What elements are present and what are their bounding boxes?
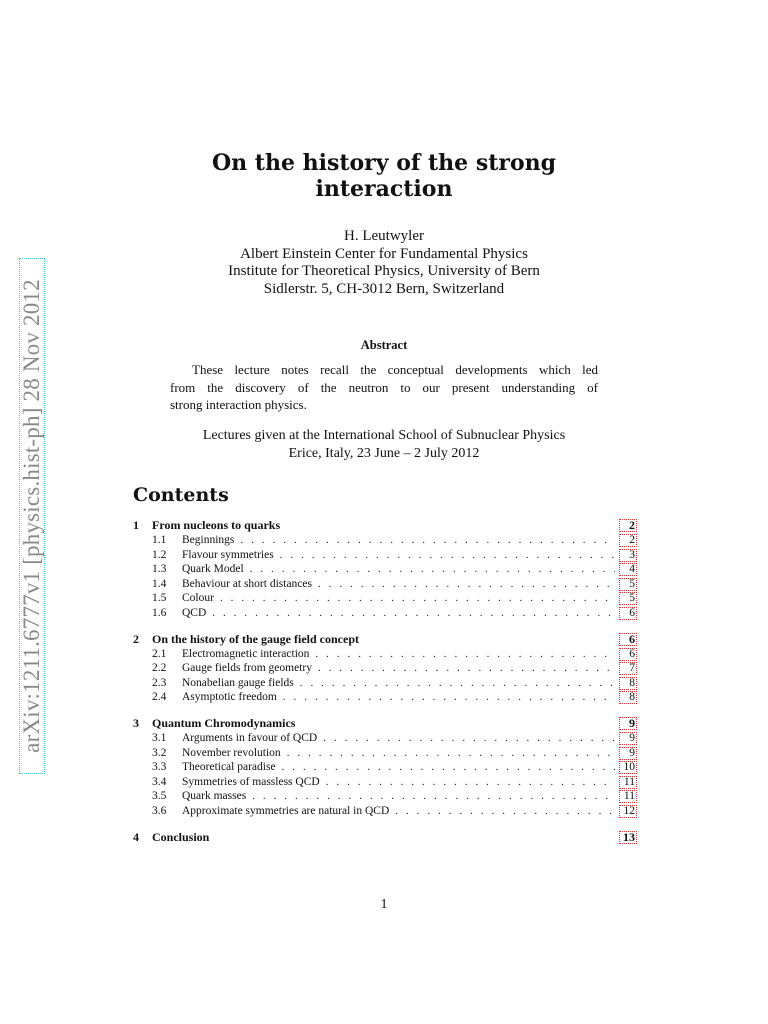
toc-subsection-entry[interactable] bbox=[133, 577, 637, 592]
toc-dot-leader bbox=[315, 647, 615, 662]
toc-section bbox=[133, 715, 637, 819]
toc-section bbox=[133, 829, 637, 845]
toc-dot-leader bbox=[287, 746, 615, 761]
toc-subsection-entry[interactable] bbox=[133, 661, 637, 676]
toc-page-link[interactable]: 11 bbox=[619, 790, 637, 803]
author-affiliation-2: Institute for Theoretical Physics, University of Bern bbox=[228, 263, 540, 279]
toc-page-link[interactable]: 12 bbox=[619, 805, 637, 818]
toc-dot-leader bbox=[280, 548, 615, 563]
contents-heading: Contents bbox=[133, 484, 229, 506]
toc-subsection-title: QCD bbox=[182, 606, 207, 619]
abstract-line-2: from the discovery of the neutron to our present understanding of bbox=[170, 379, 598, 395]
toc-section-entry[interactable] bbox=[133, 631, 637, 647]
abstract-line-3: strong interaction physics. bbox=[170, 397, 307, 412]
toc-subsection-title: Symmetries of massless QCD bbox=[182, 775, 320, 788]
toc-page-link[interactable]: 4 bbox=[619, 563, 637, 576]
arxiv-identifier-stamp[interactable] bbox=[19, 258, 45, 774]
toc-subsection-entry[interactable] bbox=[133, 676, 637, 691]
toc-subsection-entry[interactable] bbox=[133, 760, 637, 775]
toc-section bbox=[133, 517, 637, 621]
toc-subsection-number: 1.5 bbox=[152, 592, 167, 605]
toc-dot-leader bbox=[250, 562, 615, 577]
toc-section-title: On the history of the gauge field concept bbox=[152, 631, 359, 646]
toc-subsection-entry[interactable] bbox=[133, 789, 637, 804]
toc-dot-leader bbox=[326, 775, 615, 790]
author-block bbox=[0, 228, 768, 298]
toc-subsection-title: Theoretical paradise bbox=[182, 761, 276, 774]
toc-subsection-number: 2.4 bbox=[152, 691, 167, 704]
toc-subsection-title: Nonabelian gauge fields bbox=[182, 676, 294, 689]
toc-page-link[interactable]: 13 bbox=[619, 831, 637, 844]
toc-page-link[interactable]: 6 bbox=[619, 607, 637, 620]
toc-subsection-number: 2.3 bbox=[152, 676, 167, 689]
lecture-note bbox=[0, 427, 768, 463]
abstract-body bbox=[170, 361, 598, 414]
toc-subsection-title: Flavour symmetries bbox=[182, 548, 274, 561]
toc-subsection-title: Beginnings bbox=[182, 534, 235, 546]
toc-dot-leader bbox=[283, 690, 615, 705]
author-address: Sidlerstr. 5, CH-3012 Bern, Switzerland bbox=[263, 280, 505, 297]
toc-page-link[interactable]: 3 bbox=[619, 549, 637, 562]
abstract-line-1: These lecture notes recall the conceptual developments which led bbox=[192, 362, 598, 377]
toc-subsection-title: Asymptotic freedom bbox=[182, 691, 277, 704]
toc-subsection-title: Quark masses bbox=[182, 790, 247, 803]
toc-subsection-entry[interactable] bbox=[133, 804, 637, 819]
toc-section-number: 1 bbox=[133, 518, 139, 532]
toc-subsection-entry[interactable] bbox=[133, 746, 637, 761]
toc-subsection-number: 2.2 bbox=[152, 662, 167, 675]
toc-subsection-title: Colour bbox=[182, 592, 214, 605]
toc-section-title: Conclusion bbox=[152, 829, 210, 844]
toc-subsection-number: 2.1 bbox=[152, 647, 167, 660]
toc-page-link[interactable]: 2 bbox=[619, 534, 637, 547]
toc-section-entry[interactable] bbox=[133, 715, 637, 731]
toc-section-number: 2 bbox=[133, 631, 139, 646]
toc-subsection-number: 3.6 bbox=[152, 804, 167, 817]
toc-subsection-number: 3.4 bbox=[152, 775, 167, 788]
toc-page-link[interactable]: 11 bbox=[619, 776, 637, 789]
toc-page-link[interactable]: 5 bbox=[619, 592, 637, 605]
toc-subsection-entry[interactable] bbox=[133, 690, 637, 705]
toc-subsection-number: 1.2 bbox=[152, 548, 167, 561]
lecture-line-2: Erice, Italy, 23 June – 2 July 2012 bbox=[288, 446, 480, 461]
toc-subsection-title: Gauge fields from geometry bbox=[182, 662, 312, 675]
abstract-heading: Abstract bbox=[360, 338, 408, 352]
toc-subsection-number: 1.3 bbox=[152, 563, 167, 576]
toc-section bbox=[133, 631, 637, 705]
toc-dot-leader bbox=[282, 760, 615, 775]
toc-subsection-entry[interactable] bbox=[133, 606, 637, 621]
author-affiliation-1: Albert Einstein Center for Fundamental Physics bbox=[240, 245, 528, 262]
toc-dot-leader bbox=[300, 676, 615, 691]
toc-page-link[interactable]: 9 bbox=[619, 747, 637, 760]
toc-page-link[interactable]: 6 bbox=[619, 633, 637, 646]
toc-subsection-title: Behaviour at short distances bbox=[182, 577, 312, 590]
toc-section-title: Quantum Chromodynamics bbox=[152, 715, 296, 730]
toc-subsection-entry[interactable] bbox=[133, 731, 637, 746]
title-line-1: On the history of the strong bbox=[211, 150, 557, 176]
toc-subsection-number: 3.2 bbox=[152, 746, 167, 759]
toc-subsection-title: Arguments in favour of QCD bbox=[182, 731, 318, 744]
toc-subsection-title: Quark Model bbox=[182, 563, 244, 576]
toc-section-number: 3 bbox=[133, 715, 139, 730]
toc-page-link[interactable]: 2 bbox=[619, 519, 637, 532]
toc-page-link[interactable]: 9 bbox=[619, 732, 637, 745]
toc-subsection-number: 3.3 bbox=[152, 761, 167, 774]
toc-page-link[interactable]: 10 bbox=[619, 761, 637, 774]
toc-subsection-entry[interactable] bbox=[133, 591, 637, 606]
toc-page-link[interactable]: 9 bbox=[619, 717, 637, 730]
paper-title bbox=[0, 150, 768, 202]
toc-page-link[interactable]: 8 bbox=[619, 691, 637, 704]
toc-dot-leader bbox=[395, 804, 615, 819]
toc-subsection-number: 1.4 bbox=[152, 577, 167, 590]
toc-subsection-title: Approximate symmetries are natural in QCD bbox=[182, 804, 390, 817]
toc-dot-leader bbox=[240, 533, 615, 548]
toc-subsection-number: 1.1 bbox=[152, 534, 167, 546]
toc-subsection-number: 3.1 bbox=[152, 731, 167, 744]
page-number: 1 bbox=[380, 897, 388, 912]
toc-subsection-title: November revolution bbox=[182, 746, 281, 759]
toc-subsection-entry[interactable] bbox=[133, 775, 637, 790]
toc-page-link[interactable]: 8 bbox=[619, 677, 637, 690]
title-line-2: interaction bbox=[315, 176, 453, 202]
toc-dot-leader bbox=[220, 591, 615, 606]
toc-dot-leader bbox=[252, 789, 615, 804]
toc-page-link[interactable]: 5 bbox=[619, 578, 637, 591]
toc-dot-leader bbox=[318, 661, 615, 676]
toc-subsection-entry[interactable] bbox=[133, 562, 637, 577]
toc-page-link[interactable]: 6 bbox=[619, 648, 637, 661]
toc-section-title: From nucleons to quarks bbox=[152, 518, 281, 532]
toc-section-entry[interactable] bbox=[133, 829, 637, 845]
toc-dot-leader bbox=[212, 606, 615, 621]
arxiv-identifier-text: arXiv:1211.6777v1 [physics.hist-ph] 28 Nov 2012 bbox=[19, 279, 44, 753]
toc-subsection-entry[interactable] bbox=[133, 647, 637, 662]
toc-subsection-number: 3.5 bbox=[152, 790, 167, 803]
toc-page-link[interactable]: 7 bbox=[619, 662, 637, 675]
toc-section-number: 4 bbox=[133, 829, 139, 844]
lecture-line-1: Lectures given at the International School of Subnuclear Physics bbox=[202, 428, 566, 443]
toc-section-entry[interactable] bbox=[133, 517, 637, 533]
toc-subsection-number: 1.6 bbox=[152, 606, 167, 619]
toc-dot-leader bbox=[323, 731, 615, 746]
table-of-contents bbox=[133, 517, 637, 855]
toc-subsection-entry[interactable] bbox=[133, 533, 637, 548]
toc-subsection-title: Electromagnetic interaction bbox=[182, 647, 310, 660]
toc-dot-leader bbox=[318, 577, 615, 592]
toc-subsection-entry[interactable] bbox=[133, 548, 637, 563]
author-name: H. Leutwyler bbox=[344, 228, 424, 244]
